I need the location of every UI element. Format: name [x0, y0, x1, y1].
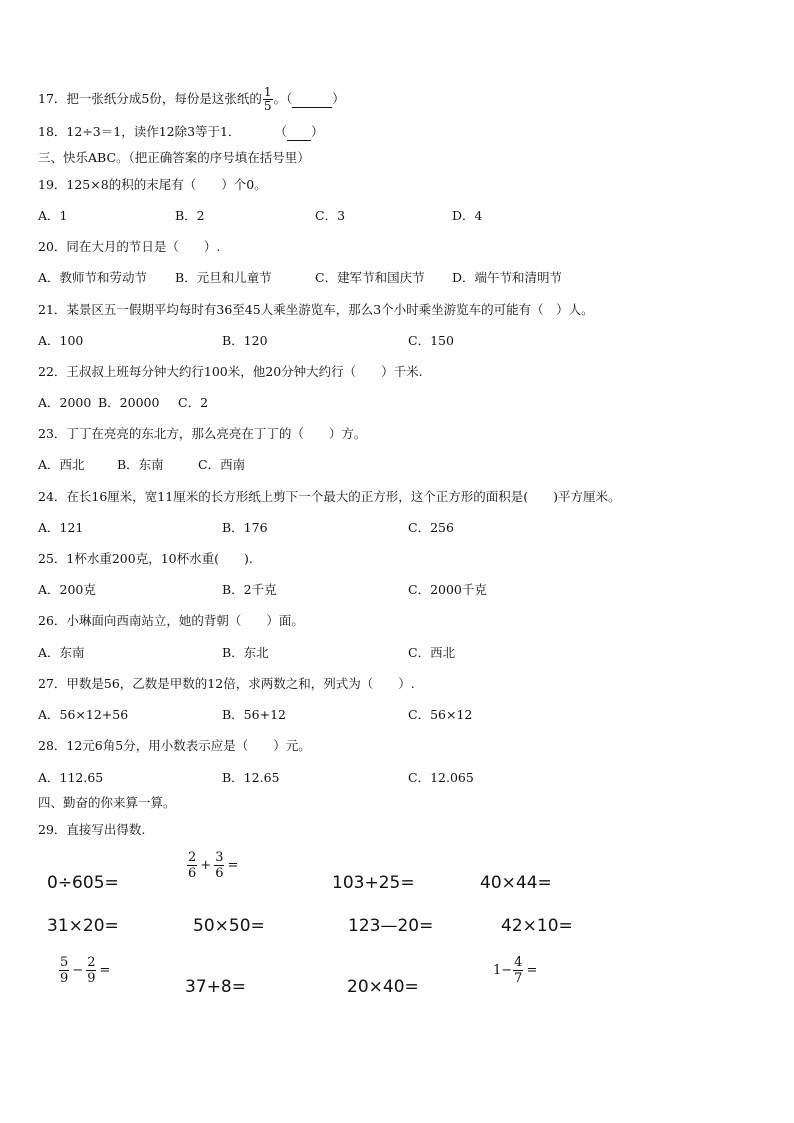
calc-item: 50×50= — [193, 916, 265, 936]
equals-sign: = — [227, 858, 239, 873]
option-a[interactable]: A．教师节和劳动节 — [38, 270, 148, 285]
option-a[interactable]: A．东南 — [38, 645, 85, 660]
option-c[interactable]: C．3 — [315, 208, 346, 223]
calc-item: 20×40= — [347, 977, 419, 997]
question-28: 28．12元6角5分，用小数表示应是（ ）元。 — [38, 738, 311, 753]
question-22: 22．王叔叔上班每分钟大约行100米，他20分钟大约行（ ）千米. — [38, 364, 423, 379]
section-4-heading: 四、勤奋的你来算一算。 — [38, 795, 176, 810]
calc-item: 0÷605= — [47, 873, 119, 893]
numerator: 2 — [87, 955, 96, 970]
question-number: 18． — [38, 124, 67, 139]
section-3-heading: 三、快乐ABC。（把正确答案的序号填在括号里） — [38, 150, 310, 165]
question-number: 17． — [38, 91, 67, 106]
option-b[interactable]: B．120 — [222, 333, 268, 348]
option-a[interactable]: A．2000 — [38, 395, 92, 410]
calc-fraction-item — [58, 955, 112, 986]
option-b[interactable]: B．2千克 — [222, 582, 277, 597]
option-b[interactable]: B．12.65 — [222, 770, 280, 785]
question-tail: 。（ — [273, 91, 293, 106]
fraction — [214, 850, 224, 881]
option-b[interactable]: B．东北 — [222, 645, 269, 660]
option-a[interactable]: A．112.65 — [38, 770, 104, 785]
option-c[interactable]: C．2 — [178, 395, 209, 410]
option-b[interactable]: B．元旦和儿童节 — [175, 270, 272, 285]
answer-blank[interactable] — [287, 124, 311, 141]
option-d[interactable]: D．4 — [452, 208, 483, 223]
denominator: 6 — [215, 866, 224, 881]
fraction — [263, 86, 273, 113]
question-18 — [38, 124, 324, 141]
question-23: 23．丁丁在亮亮的东北方，那么亮亮在丁丁的（ ）方。 — [38, 426, 367, 441]
question-text: 12÷3＝1，读作12除3等于1． — [66, 124, 241, 139]
question-26: 26．小琳面向西南站立，她的背朝（ ）面。 — [38, 613, 304, 628]
operator: − — [72, 963, 84, 978]
numerator: 5 — [60, 955, 69, 970]
option-c[interactable]: C．建军节和国庆节 — [315, 270, 425, 285]
option-b[interactable]: B．东南 — [117, 457, 164, 472]
fraction — [187, 850, 197, 881]
question-21: 21．某景区五一假期平均每时有36至45人乘坐游览车，那么3个小时乘坐游览车的可能有（ ）人。 — [38, 302, 594, 317]
option-a[interactable]: A．121 — [38, 520, 84, 535]
question-19: 19．125×8的积的末尾有（ ）个0。 — [38, 177, 267, 192]
calc-item: 103+25= — [332, 873, 415, 893]
calc-fraction-item — [186, 850, 240, 881]
question-24: 24．在长16厘米，宽11厘米的长方形纸上剪下一个最大的正方形，这个正方形的面积是( )平方厘米。 — [38, 489, 621, 504]
numerator: 4 — [514, 955, 523, 970]
denominator: 7 — [514, 971, 523, 986]
paren-open: （ — [274, 124, 288, 139]
option-b[interactable]: B．56+12 — [222, 707, 286, 722]
option-a[interactable]: A．56×12+56 — [38, 707, 129, 722]
denominator: 5 — [263, 99, 272, 113]
denominator: 9 — [60, 971, 69, 986]
numerator: 2 — [188, 850, 197, 865]
option-c[interactable]: C．56×12 — [408, 707, 473, 722]
question-20: 20．同在大月的节日是（ ）. — [38, 239, 221, 254]
calc-item: 123—20= — [348, 916, 434, 936]
calc-fraction-item — [493, 955, 539, 986]
leading-term: 1− — [493, 963, 513, 978]
option-d[interactable]: D．端午节和清明节 — [452, 270, 563, 285]
fraction — [59, 955, 69, 986]
option-a[interactable]: A．200克 — [38, 582, 96, 597]
answer-blank[interactable] — [292, 91, 332, 108]
numerator: 1 — [263, 85, 272, 99]
numerator: 3 — [215, 850, 224, 865]
question-17 — [38, 86, 345, 113]
option-c[interactable]: C．150 — [408, 333, 454, 348]
option-a[interactable]: A．西北 — [38, 457, 85, 472]
option-c[interactable]: C．256 — [408, 520, 454, 535]
calc-item: 40×44= — [480, 873, 552, 893]
calc-item: 31×20= — [47, 916, 119, 936]
question-25: 25．1杯水重200克，10杯水重( ). — [38, 551, 253, 566]
question-tail-end: ） — [332, 91, 345, 106]
option-a[interactable]: A．1 — [38, 208, 68, 223]
option-c[interactable]: C．西北 — [408, 645, 456, 660]
equals-sign: = — [99, 963, 111, 978]
calc-item: 37+8= — [185, 977, 246, 997]
fraction — [513, 955, 523, 986]
calc-item: 42×10= — [501, 916, 573, 936]
question-text: 把一张纸分成5份，每份是这张纸的 — [66, 91, 262, 106]
denominator: 9 — [87, 971, 96, 986]
operator: + — [200, 858, 212, 873]
option-c[interactable]: C．西南 — [198, 457, 246, 472]
option-b[interactable]: B．176 — [222, 520, 268, 535]
option-c[interactable]: C．2000千克 — [408, 582, 487, 597]
option-b[interactable]: B．2 — [175, 208, 205, 223]
question-27: 27．甲数是56，乙数是甲数的12倍，求两数之和，列式为（ ）. — [38, 676, 415, 691]
paren-close: ） — [311, 124, 324, 139]
option-b[interactable]: B．20000 — [98, 395, 160, 410]
denominator: 6 — [188, 866, 197, 881]
equals-sign: = — [526, 963, 538, 978]
option-c[interactable]: C．12.065 — [408, 770, 474, 785]
option-a[interactable]: A．100 — [38, 333, 84, 348]
question-29: 29．直接写出得数. — [38, 822, 146, 837]
fraction — [86, 955, 96, 986]
